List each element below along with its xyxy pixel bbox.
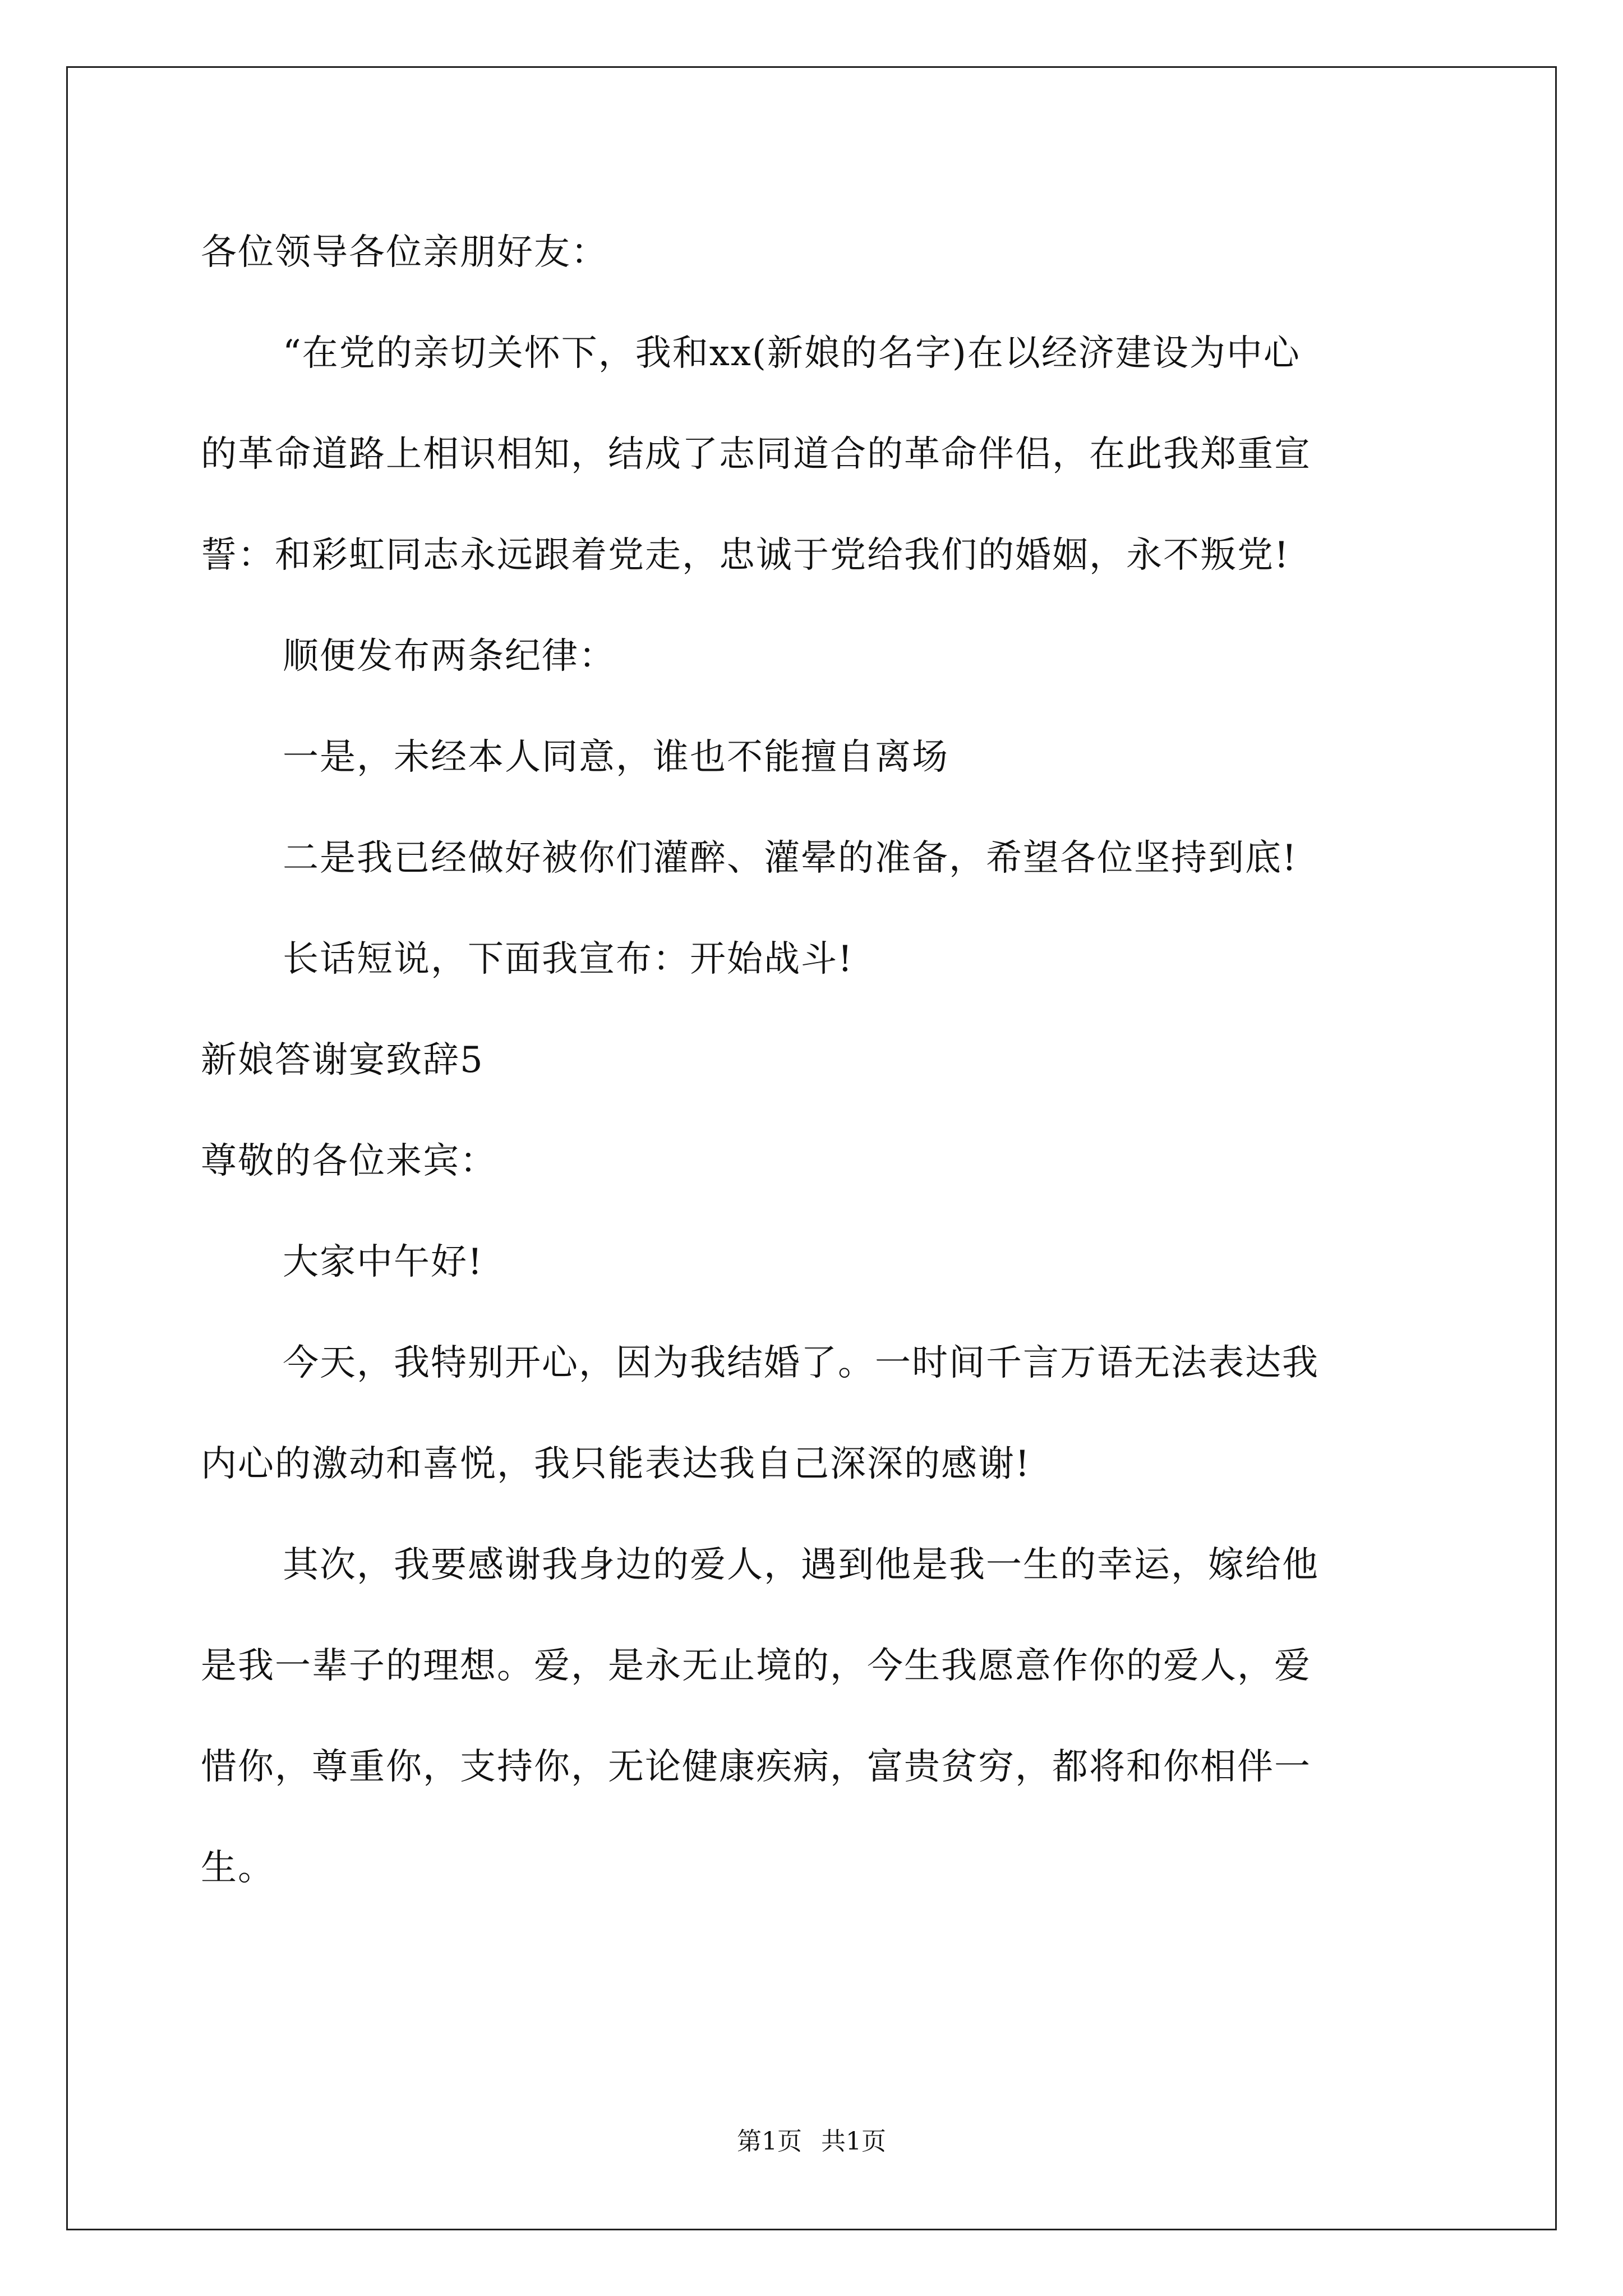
- paragraph-line: 惜你，尊重你，支持你，无论健康疾病，富贵贫穷，都将和你相伴一: [201, 1746, 1311, 1788]
- paragraph-line: 是我一辈子的理想。爱，是永无止境的，今生我愿意作你的爱人，爱: [201, 1645, 1311, 1687]
- paragraph-line: 今天，我特别开心，因为我结婚了。一时间千言万语无法表达我: [283, 1342, 1319, 1384]
- paragraph-line: 生。: [201, 1847, 275, 1889]
- salutation-line: 各位领导各位亲朋好友：: [201, 232, 608, 273]
- salutation-line: 尊敬的各位来宾：: [201, 1140, 497, 1182]
- paragraph-line: 内心的激动和喜悦，我只能表达我自己深深的感谢!: [201, 1443, 1031, 1485]
- paragraph-line: 二是我已经做好被你们灌醉、灌晕的准备，希望各位坚持到底!: [283, 838, 1298, 879]
- paragraph-line: 誓：和彩虹同志永远跟着党走，忠诚于党给我们的婚姻，永不叛党!: [201, 535, 1290, 576]
- paragraph-line: 长话短说，下面我宣布：开始战斗!: [283, 938, 854, 980]
- paragraph-line: 的革命道路上相识相知，结成了志同道合的革命伴侣，在此我郑重宣: [201, 434, 1311, 475]
- page-footer: [0, 2125, 1623, 2159]
- section-heading: 新娘答谢宴致辞5: [201, 1039, 484, 1081]
- paragraph-line: 一是，未经本人同意，谁也不能擅自离场: [283, 737, 949, 778]
- paragraph-line: 大家中午好!: [283, 1241, 483, 1283]
- paragraph-line: “在党的亲切关怀下，我和xx(新娘的名字)在以经济建设为中心: [283, 333, 1301, 374]
- paragraph-line: 顺便发布两条纪律：: [283, 636, 616, 677]
- paragraph-line: 其次，我要感谢我身边的爱人，遇到他是我一生的幸运，嫁给他: [283, 1544, 1319, 1586]
- page-number-total: 共1页: [821, 2127, 886, 2156]
- page-number-current: 第1页: [737, 2127, 802, 2156]
